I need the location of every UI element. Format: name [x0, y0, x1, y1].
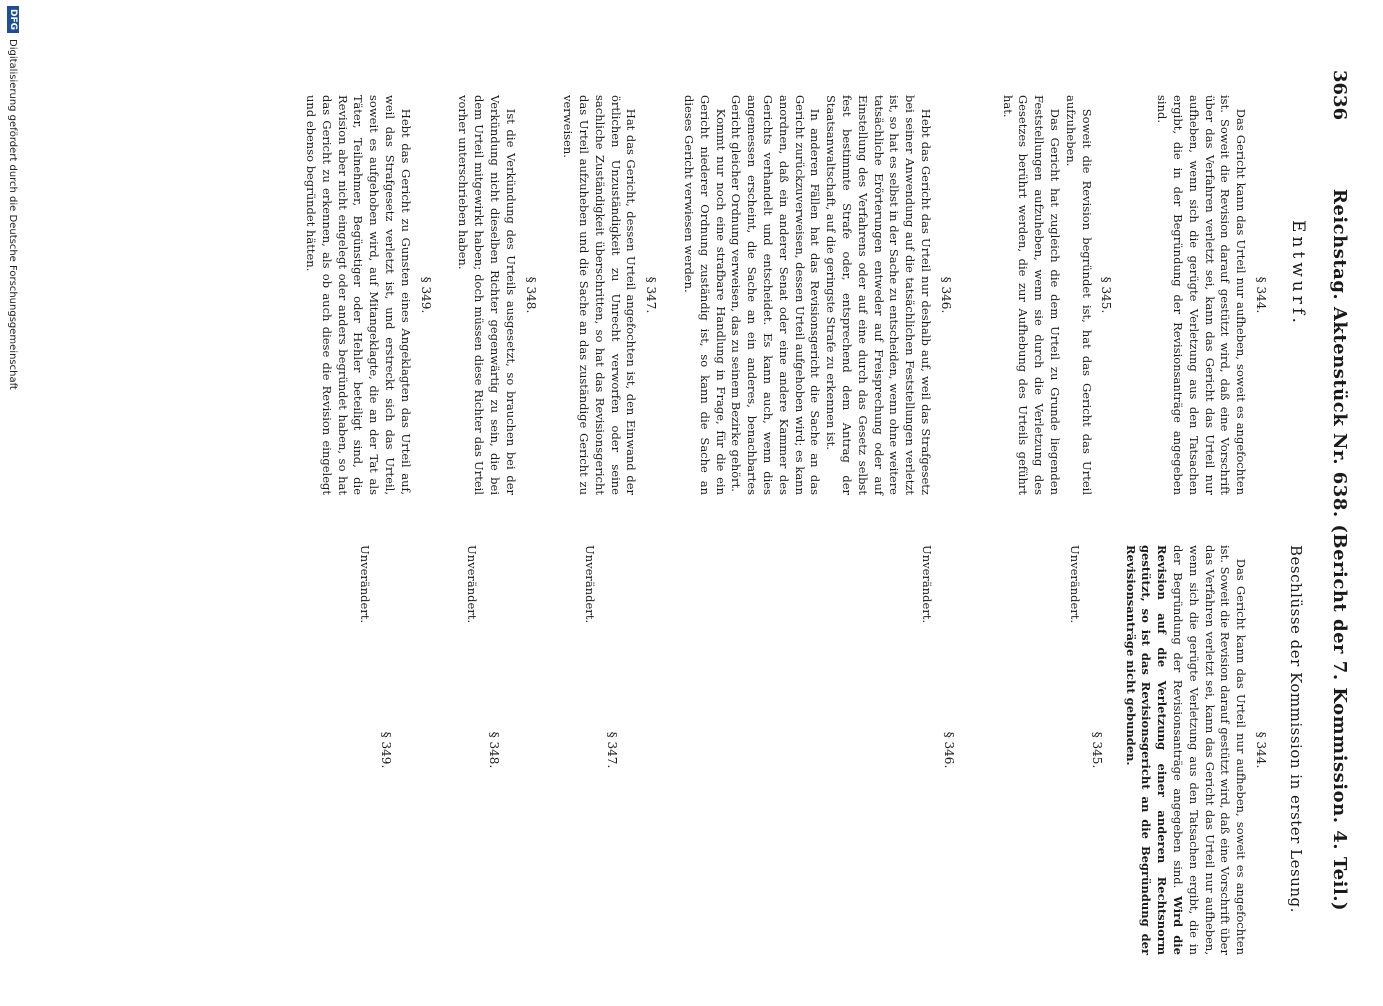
dfg-logo: DFG: [7, 6, 19, 33]
paragraph: Hebt das Gericht zu Gunsten eines Angeklagten das Urteil auf, weil das Strafgesetz verletzt ist, und erstreckt sich das Urteil, soweit es aufgehoben wird, auf Mitangeklagte, die an der Tat als Täter, Teilnehmer, Begünstiger oder Hehler beteiligt sind, die Revision aber nicht eingelegt oder anders begründet haben, so hat das Gericht zu erkennen, als ob auch diese die Revision eingelegt und ebenso begründet hätten.: [303, 95, 413, 495]
section-number: § 348.: [487, 731, 502, 769]
right-sec-344: [1122, 545, 1268, 955]
section-number: § 345.: [1099, 276, 1114, 314]
right-column-heading: Beschlüsse der Kommission in erster Lesung.: [1287, 545, 1305, 913]
unchanged-note: Unverändert.: [357, 545, 372, 624]
footer: [1, 0, 25, 1006]
left-sec-349: [302, 95, 432, 495]
left-sec-345: [999, 95, 1114, 495]
section-number: § 346.: [938, 276, 953, 314]
paragraph: Das Gericht kann das Urteil nur aufheben, soweit es angefochten ist. Soweit die Revision darauf gestützt wird, daß eine Vorschrift über das Verfahren verletzt sei, kann das Gericht das Urteil nur aufheben, wenn sich die gerügte Verletzung aus den Tatsachen ergibt, die in der Begründung der Revisionsanträge angegeben sind.: [1155, 95, 1249, 495]
paragraph: Ist die Verkündung des Urteils ausgesetzt, so brauchen bei der Verkündung nicht dieselben Richter gegenwärtig zu sein, die bei dem Urteil mitgewirkt haben; doch müssen diese Richter das Urteil vorher unterschrieben haben.: [456, 95, 518, 495]
section-number: § 347.: [604, 731, 619, 769]
paragraph: Hat das Gericht, dessen Urteil angefochten ist, den Einwand der örtlichen Unzuständigkeit zu Unrecht verworfen oder seine sachliche Zuständigkeit überschritten, so hat das Revisionsgericht das Urteil aufzuheben und die Sache an das zuständige Gericht zu verweisen.: [561, 95, 639, 495]
text: Das Gericht kann das Urteil nur aufheben, soweit es angefochten ist. Soweit die Revision darauf gestützt wird, daß eine Vorschrift über das Verfahren verletzt sei, kann das Gericht das Urteil nur aufheben, wenn sich die gerügte Verletzung aus den Tatsachen ergibt, die in der Begründung der Revisionsanträge angegeben sind.: [1171, 545, 1249, 955]
section-number: § 349.: [418, 276, 433, 314]
section-number: § 348.: [523, 276, 538, 314]
paragraph: In anderen Fällen hat das Revisionsgericht die Sache an das Gericht zurückzuverweisen, dessen Urteil aufgehoben wird; es kann anordnen, daß ein anderer Senat oder eine andere Kammer des Gerichts verhandelt und entscheidet. Es kann auch, wenn dies angemessen erscheint, die Sache an ein anderes, benachbartes Gericht gleicher Ordnung verweisen, das zu seinem Bezirke gehört.: [729, 95, 823, 495]
right-sec-346: [919, 545, 957, 955]
right-column: [356, 545, 1278, 955]
unchanged-note: Unverändert.: [465, 545, 480, 624]
left-sec-348: [455, 95, 538, 495]
bold-amendment: Wird die Revision auf die Verletzung einer anderen Rechtsnorm gestützt, so ist das Revisionsgericht an die Begründung der Revisionsanträge nicht gebunden.: [1123, 545, 1186, 955]
section-number: § 345.: [1089, 731, 1104, 769]
page-number: 3636: [1329, 70, 1351, 121]
page-header: [1325, 70, 1355, 950]
paragraph: Kommt nur noch eine strafbare Handlung in Frage, für die ein Gericht niederer Ordnung zuständig ist, so kann die Sache an dieses Gericht verwiesen werden.: [682, 95, 728, 495]
left-column: [302, 95, 1278, 495]
running-title: Reichstag. Aktenstück Nr. 638. (Bericht der 7. Kommission. 4. Teil.): [1329, 188, 1351, 912]
left-sec-344: [1153, 95, 1268, 495]
left-column-heading: Entwurf.: [1288, 220, 1308, 327]
section-number: § 344.: [1254, 731, 1268, 769]
unchanged-note: Unverändert.: [1068, 545, 1083, 624]
section-number: § 346.: [942, 731, 957, 769]
section-number: § 347.: [644, 276, 659, 314]
left-sec-347: [560, 95, 659, 495]
unchanged-note: Unverändert.: [582, 545, 597, 624]
unchanged-note: Unverändert.: [920, 545, 935, 624]
section-number: § 344.: [1254, 276, 1268, 314]
paragraph: Hebt das Gericht das Urteil nur deshalb auf, weil das Strafgesetz bei seiner Anwendung auf die tatsächlichen Feststellungen verletzt ist, so hat es selbst in der Sache zu entscheiden, wenn ohne weitere tatsächliche Erörterungen entweder auf Freisprechung oder auf Einstellung des Verfahrens oder auf eine durch das Gesetz selbst fest bestimmte Strafe oder, entsprechend dem Antrag der Staatsanwaltschaft, auf die geringste Strafe zu erkennen ist.: [824, 95, 934, 495]
right-sec-349: [356, 545, 394, 955]
paragraph: Das Gericht hat zugleich die dem Urteil zu Grunde liegenden Feststellungen aufzuheben, wenn sie durch die Verletzung des Gesetzes berührt werden, die zur Aufhebung des Urteils geführt hat.: [1000, 95, 1063, 495]
paragraph: Soweit die Revision begründet ist, hat das Gericht das Urteil aufzuheben.: [1063, 95, 1094, 495]
section-number: § 349.: [379, 731, 394, 769]
right-sec-347: [581, 545, 619, 955]
paragraph: [1122, 545, 1248, 955]
right-sec-345: [1066, 545, 1104, 955]
left-sec-346: [680, 95, 953, 495]
footer-text: Digitalisierung gefördert durch die Deutsche Forschungsgemeinschaft: [7, 39, 19, 390]
right-sec-348: [463, 545, 501, 955]
